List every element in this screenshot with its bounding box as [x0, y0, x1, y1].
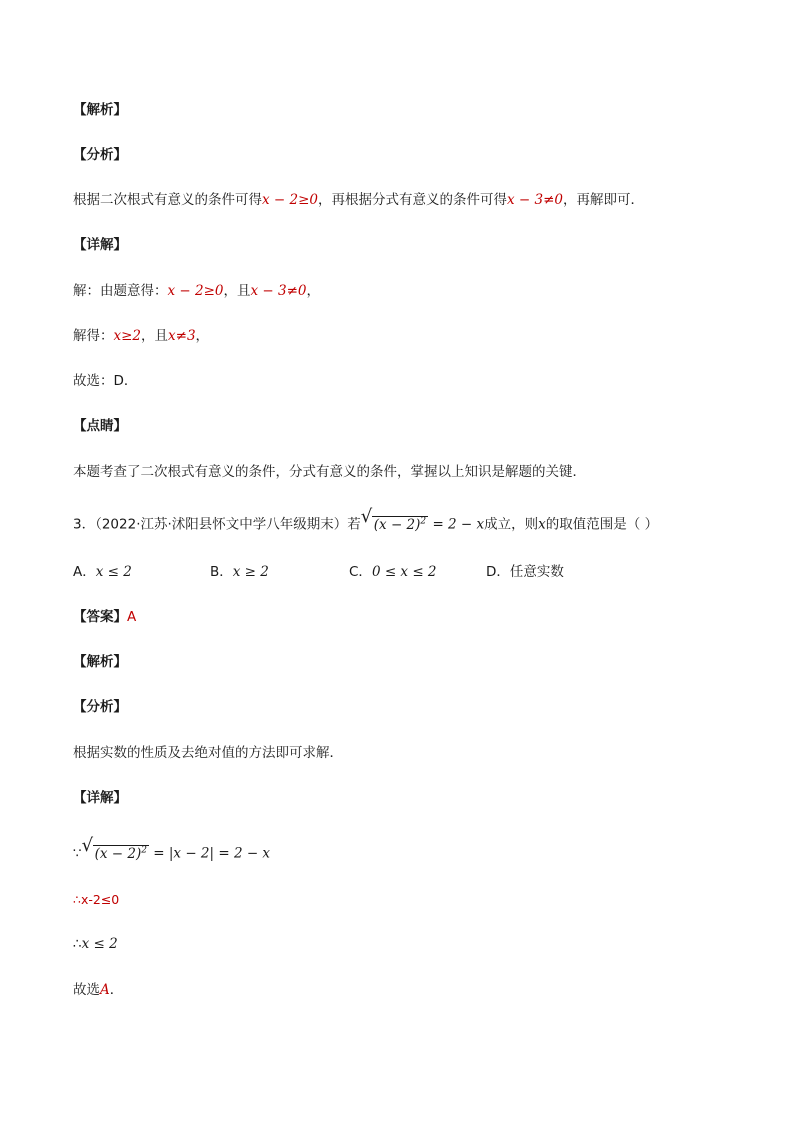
section-heading-dianjing: 【点睛】 — [73, 418, 127, 434]
question-3-options — [73, 562, 693, 582]
sqrt-expression: √ $(x - 2)^2$ — [81, 835, 147, 862]
option-c: C．0 ≤ x ≤ 2 — [349, 564, 437, 580]
section-heading-fenxi: 【分析】 — [73, 147, 127, 163]
choice-line: 故选：D． — [73, 373, 138, 389]
option-d: D．任意实数 — [486, 564, 564, 580]
analysis-text: 根据二次根式有意义的条件可得x − 2≥0，再根据分式有意义的条件可得x − 3≠0，再解即可． — [73, 192, 644, 208]
q3-heading-fenxi: 【分析】 — [73, 699, 127, 715]
section-heading-jiexi: 【解析】 — [73, 102, 127, 118]
option-b: B．x ≥ 2 — [210, 564, 269, 580]
solution-line-2: 解得：x≥2，且x≠3， — [73, 328, 210, 344]
q3-heading-xiangjie: 【详解】 — [73, 790, 127, 806]
q3-step-3: ∴x ≤ 2 — [73, 936, 118, 952]
q3-step-1: ∵ √ $(x - 2)^2 = |x - 2| = 2 - x$ — [73, 835, 271, 862]
question-3-stem: 3．（2022·江苏·沭阳县怀文中学八年级期末）若 √ $(x - 2)^2 = 2 - x$成立，则x的取值范围是（ ） — [73, 506, 659, 533]
q3-step-2: ∴x-2≤0 — [73, 892, 120, 907]
q3-heading-jiexi: 【解析】 — [73, 654, 127, 670]
section-heading-xiangjie: 【详解】 — [73, 237, 127, 253]
solution-line-1: 解：由题意得：x − 2≥0，且x − 3≠0， — [73, 283, 320, 299]
comment-text: 本题考查了二次根式有意义的条件，分式有意义的条件，掌握以上知识是解题的关键． — [73, 464, 586, 480]
q3-choice-line: 故选A． — [73, 982, 124, 998]
q3-analysis-text: 根据实数的性质及去绝对值的方法即可求解． — [73, 745, 343, 761]
option-a: A．x ≤ 2 — [73, 564, 132, 580]
answer-line: 【答案】A — [73, 609, 137, 625]
sqrt-expression: √ $(x - 2)^2$ — [360, 506, 427, 533]
